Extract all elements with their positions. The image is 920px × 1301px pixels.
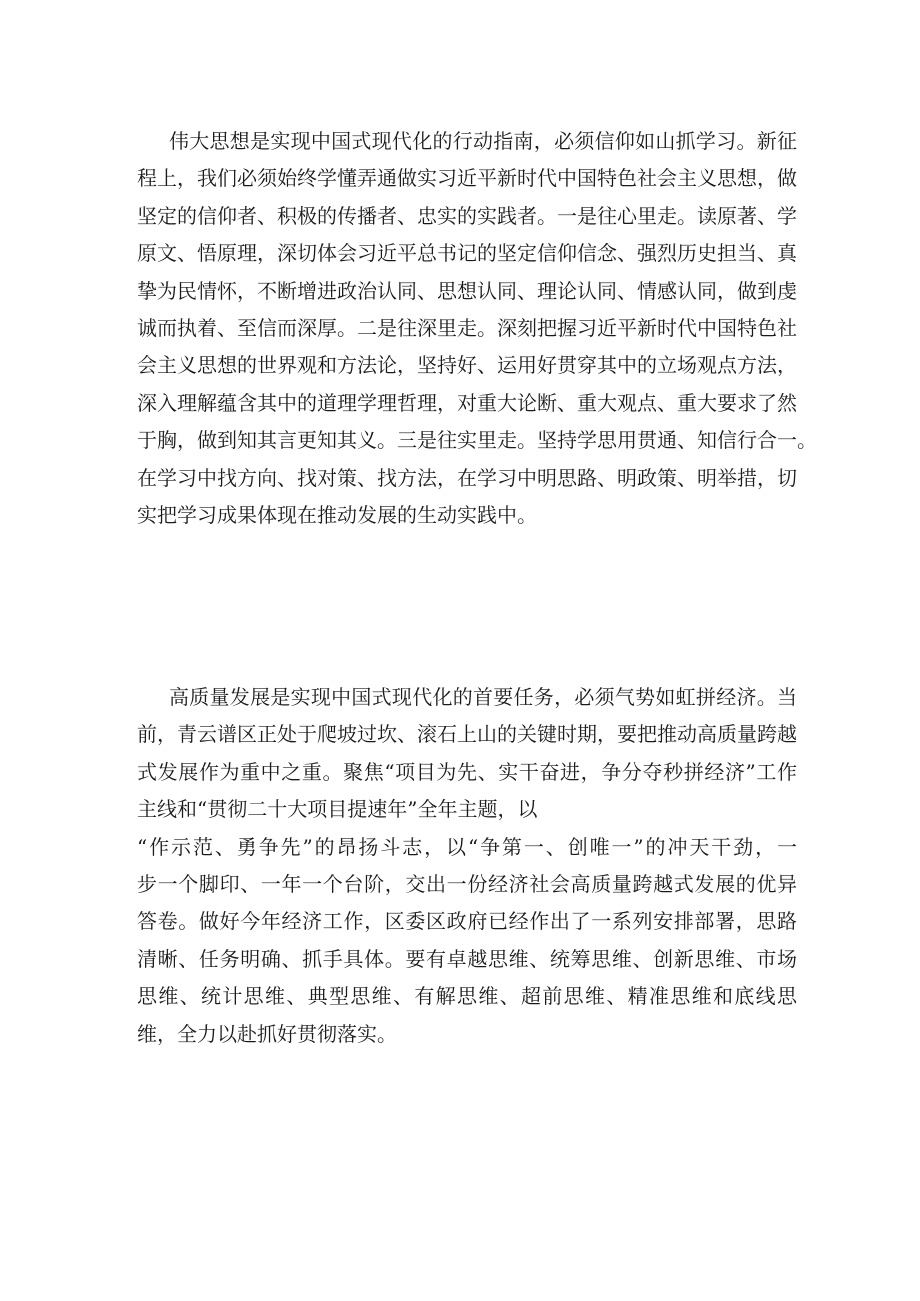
paragraph-line: 伟大思想是实现中国式现代化的行动指南，必须信仰如山抓学习。新征 — [169, 129, 797, 153]
paragraph-line: 答卷。做好今年经济工作，区委区政府已经作出了一系列安排部署，思路 — [137, 909, 797, 934]
paragraph-line: 在学习中找方向、找对策、找方法，在学习中明思路、明政策、明举措，切 — [137, 465, 797, 490]
paragraph-1 — [137, 123, 817, 534]
paragraph-line: 深入理解蕴含其中的道理学理哲理，对重大论断、重大观点、重大要求了然 — [137, 390, 797, 415]
paragraph-line: 清晰、任务明确、抓手具体。要有卓越思维、统筹思维、创新思维、市场 — [137, 946, 797, 971]
paragraph-line: 程上，我们必须始终学懂弄通做实习近平新时代中国特色社会主义思想，做 — [137, 166, 797, 191]
paragraph-line: 挚为民情怀，不断增进政治认同、思想认同、理论认同、情感认同，做到虔 — [137, 278, 797, 303]
paragraph-line: 式发展作为重中之重。聚焦“项目为先、实干奋进，争分夺秒拼经济”工作 — [137, 759, 797, 784]
paragraph-line: 前，青云谱区正处于爬坡过坎、滚石上山的关键时期，要把推动高质量跨越 — [137, 722, 797, 747]
paragraph-line: 主线和“贯彻二十大项目提速年”全年主题，以 — [137, 797, 538, 822]
paragraph-line: 思维、统计思维、典型思维、有解思维、超前思维、精准思维和底线思 — [137, 984, 797, 1009]
paragraph-line: 原文、悟原理，深切体会习近平总书记的坚定信仰信念、强烈历史担当、真 — [137, 241, 797, 266]
paragraph-line: 高质量发展是实现中国式现代化的首要任务，必须气势如虹拼经济。当 — [169, 685, 797, 709]
paragraph-line: 步一个脚印、一年一个台阶，交出一份经济社会高质量跨越式发展的优异 — [137, 871, 797, 896]
paragraph-line: 坚定的信仰者、积极的传播者、忠实的实践者。一是往心里走。读原著、学 — [137, 203, 797, 228]
paragraph-line: 于胸，做到知其言更知其义。三是往实里走。坚持学思用贯通、知信行合一。 — [137, 428, 817, 453]
paragraph-2 — [137, 679, 797, 1053]
paragraph-line: 实把学习成果体现在推动发展的生动实践中。 — [137, 502, 537, 527]
paragraph-line: 会主义思想的世界观和方法论，坚持好、运用好贯穿其中的立场观点方法， — [137, 353, 797, 378]
paragraph-line: “作示范、勇争先”的昂扬斗志，以“争第一、创唯一”的冲天干劲，一 — [137, 834, 797, 859]
paragraph-line: 诚而执着、至信而深厚。二是往深里走。深刻把握习近平新时代中国特色社 — [137, 315, 797, 340]
paragraph-line: 维，全力以赴抓好贯彻落实。 — [137, 1021, 397, 1046]
